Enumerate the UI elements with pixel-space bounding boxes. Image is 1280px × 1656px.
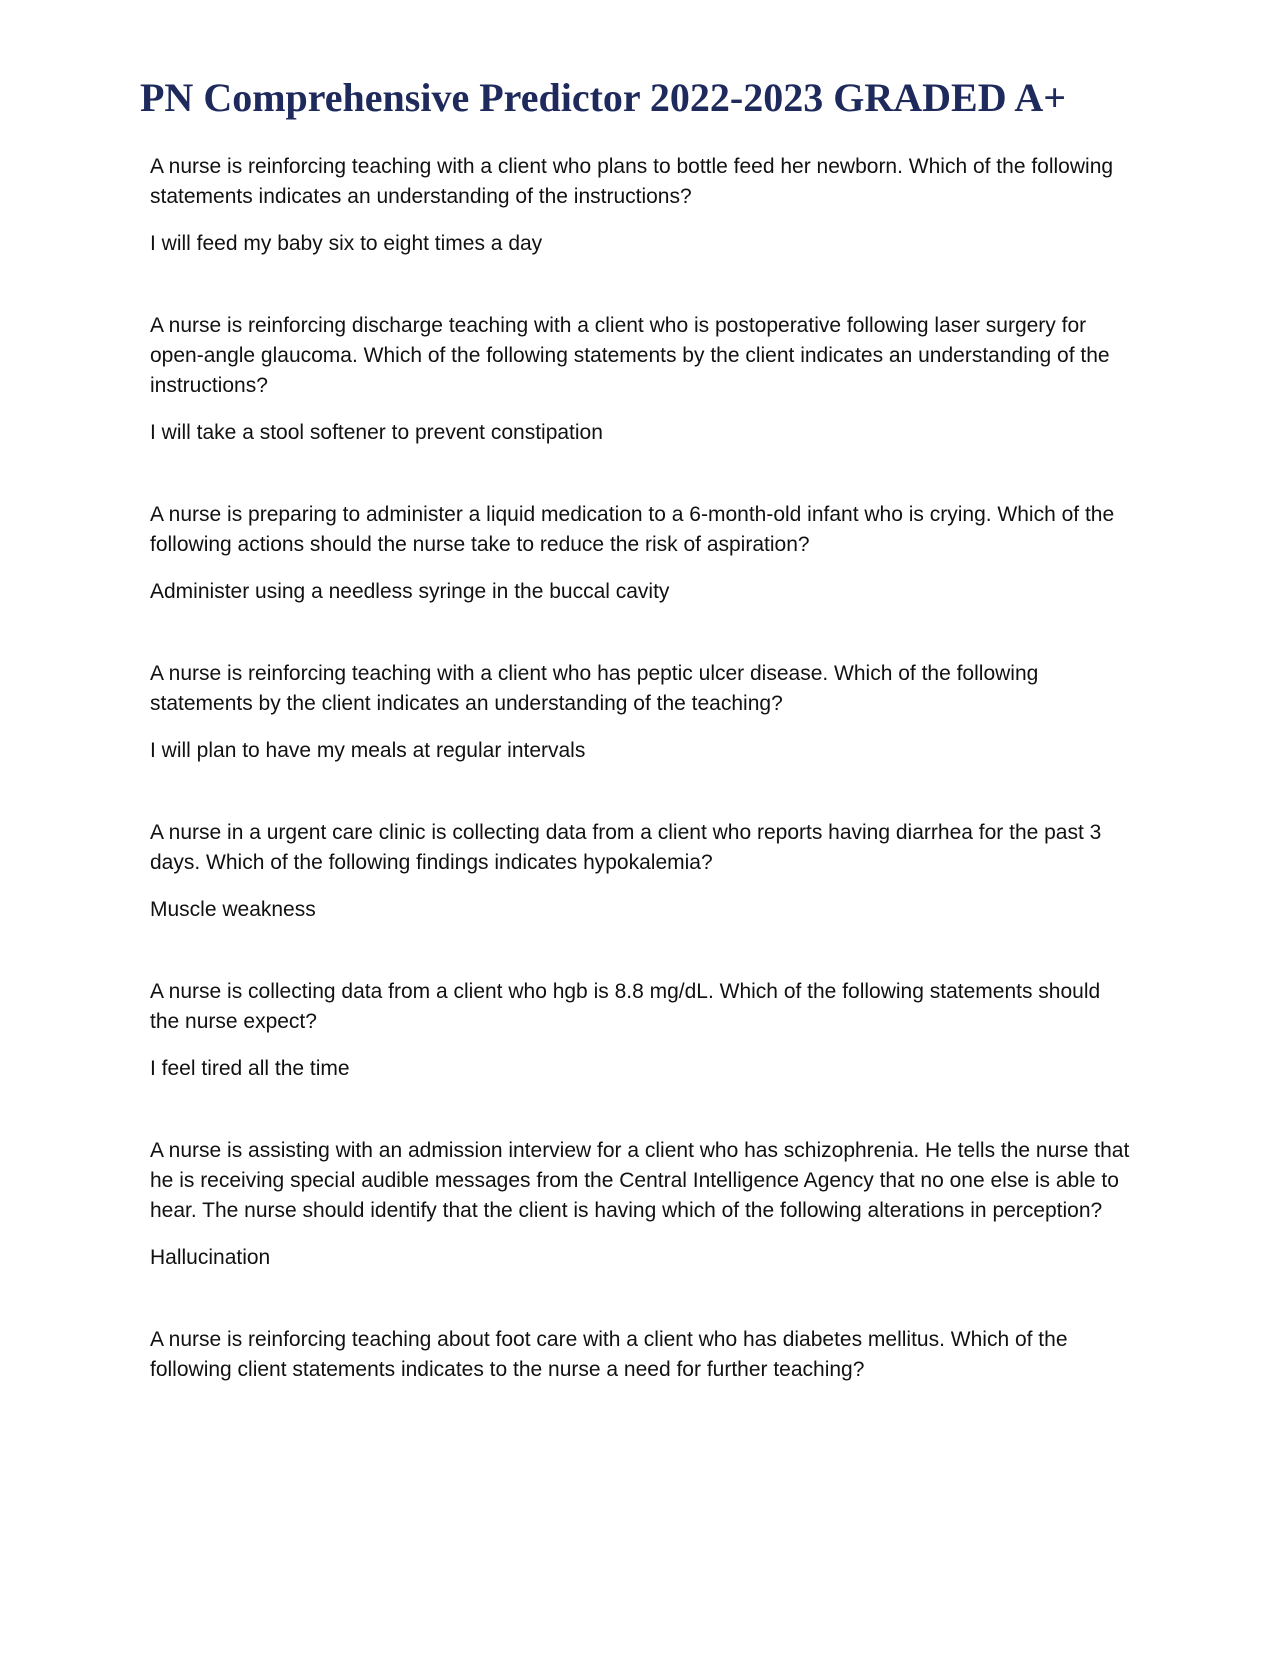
question-text: A nurse is reinforcing teaching with a client who plans to bottle feed her newborn. Which of the following statements indicates an understanding of the instructions?	[150, 155, 1114, 208]
document-title: PN Comprehensive Predictor 2022-2023 GRADED A+	[140, 75, 1067, 120]
answer-text: Muscle weakness	[150, 898, 316, 921]
question-text: A nurse is preparing to administer a liquid medication to a 6-month-old infant who is crying. Which of the following actions should the nurse take to reduce the risk of aspiration?	[150, 503, 1115, 556]
question-item	[150, 659, 1130, 766]
question-item	[150, 500, 1130, 607]
question-item	[150, 818, 1130, 925]
answer-text: I will plan to have my meals at regular intervals	[150, 739, 586, 762]
question-text: A nurse is assisting with an admission interview for a client who has schizophrenia. He tells the nurse that he is receiving special audible messages from the Central Intelligence Agency that no one else is able to hear. The nurse should identify that the client is having which of the following alterations in perception?	[150, 1139, 1130, 1222]
answer-text: I will take a stool softener to prevent constipation	[150, 421, 603, 444]
question-text: A nurse is reinforcing discharge teaching with a client who is postoperative following laser surgery for open-angle glaucoma. Which of the following statements by the client indicates an understanding of the instructions?	[150, 314, 1110, 397]
answer-text: Hallucination	[150, 1246, 271, 1269]
question-list	[150, 152, 1130, 1437]
question-text: A nurse in a urgent care clinic is collecting data from a client who reports having diarrhea for the past 3 days. Which of the following findings indicates hypokalemia?	[150, 821, 1102, 874]
answer-text: Administer using a needless syringe in the buccal cavity	[150, 580, 670, 603]
question-item	[150, 977, 1130, 1084]
question-text: A nurse is reinforcing teaching with a client who has peptic ulcer disease. Which of the following statements by the client indicates an understanding of the teaching?	[150, 662, 1039, 715]
question-item	[150, 152, 1130, 259]
question-item	[150, 1325, 1130, 1385]
question-item	[150, 1136, 1130, 1273]
question-text: A nurse is collecting data from a client who hgb is 8.8 mg/dL. Which of the following statements should the nurse expect?	[150, 980, 1101, 1033]
answer-text: I will feed my baby six to eight times a day	[150, 232, 543, 255]
answer-text: I feel tired all the time	[150, 1057, 350, 1080]
question-text: A nurse is reinforcing teaching about foot care with a client who has diabetes mellitus. Which of the following client statements indicates to the nurse a need for further teaching?	[150, 1328, 1068, 1381]
question-item	[150, 311, 1130, 448]
